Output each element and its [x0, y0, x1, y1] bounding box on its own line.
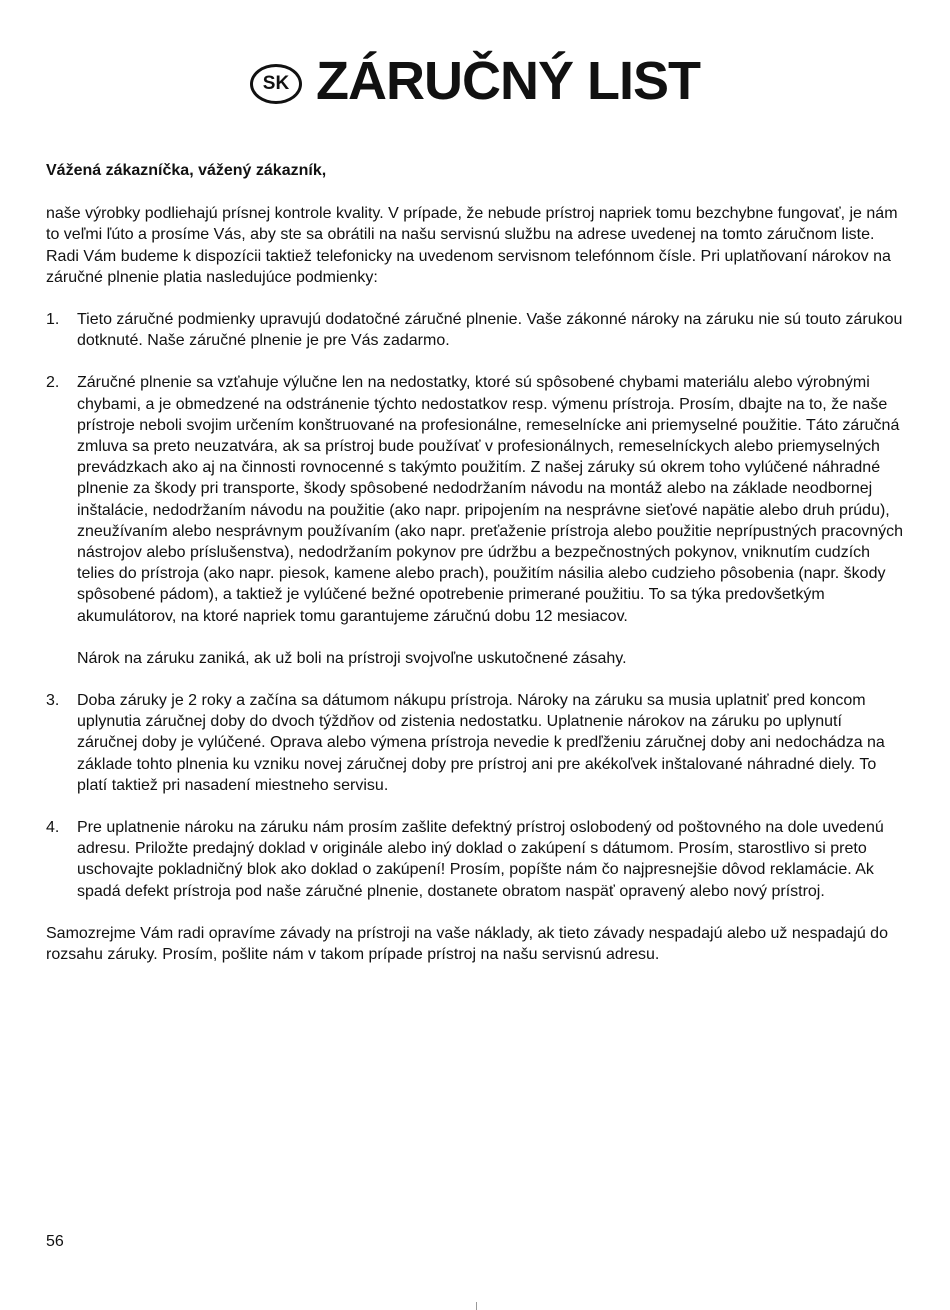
condition-text: Doba záruky je 2 roky a začína sa dátumom nákupu prístroja. Nároky na záruku sa musia uplatniť pred koncom uplynutia záručnej doby do dvoch týždňov od zistenia nedostatku. Uplatnenie nárokov na záruku po uplynutí záručnej doby je vylúčené. Oprava alebo výmena prístroja nevedie k predľženiu záručnej doby ani nedochádza na základe tohto plnenia ku vzniku novej záručnej doby pre prístroj ani pre akékoľvek inštalované náhradné diely. To platí taktiež pri nasadení miestneho servisu. [77, 692, 885, 794]
language-badge: SK [250, 64, 302, 104]
condition-body [77, 372, 906, 669]
condition-text: Nárok na záruku zaniká, ak už boli na prístroji svojvoľne uskutočnené zásahy. [77, 649, 627, 667]
condition-item-2 [46, 372, 906, 669]
condition-number: 1. [46, 311, 60, 329]
condition-number: 3. [46, 692, 60, 710]
condition-number: 4. [46, 819, 60, 837]
condition-text: Záručné plnenie sa vzťahuje výlučne len na nedostatky, ktoré sú spôsobené chybami materiálu alebo výrobnými chybami, a je obmedzené na odstránenie týchto nedostatkov resp. výmenu prístroja. Prosím, dbajte na to, že naše prístroje neboli svojim určením konštruované na profesionálne, remeselnícke ani priemyselné použitie. Táto záručná zmluva sa preto neuzatvára, ak sa prístroj bude používať v profesionálnych, remeselníckych alebo priemyselných prevádzkach ako aj na činnosti rovnocenné s takýmto použitím. Z našej záruky sú okrem toho vylúčené náhradné plnenie za škody pri transporte, škody spôsobené nedodržaním návodu na montáž alebo na základe neodbornej inštalácie, nedodržaním návodu na použitie (ako napr. pripojením na nesprávne sieťové napätie alebo druh prúdu), zneužívaním alebo nesprávnym používaním (ako napr. preťaženie prístroja alebo použitie neprípustných pracovných nástrojov alebo príslušenstva), nedodržaním pokynov pre údržbu a bezpečnostných pokynov, vniknutím cudzích telies do prístroja (ako napr. piesok, kamene alebo prach), použitím násilia alebo cudzieho pôsobenia (napr. škody spôsobené pádom), a taktiež je vylúčené bežné opotrebenie primerané použitiu. To sa týka predovšetkým akumulátorov, na ktoré napriek tomu garantujeme záručnú dobu 12 mesiacov. [77, 374, 904, 625]
document-body [46, 160, 906, 986]
intro-paragraph: naše výrobky podliehajú prísnej kontrole kvality. V prípade, že nebude prístroj napriek tomu bezchybne fungovať, je nám to veľmi ľúto a prosíme Vás, aby ste sa obrátili na našu servisnú službu na adrese uvedenej na tomto záručnom liste. Radi Vám budeme k dispozícii taktiež telefonicky na uvedenom servisnom telefónnom čísle. Pri uplatňovaní nárokov na záručné plnenie platia nasledujúce podmienky: [46, 205, 898, 286]
title-row [0, 50, 950, 112]
page-number: 56 [46, 1233, 64, 1250]
condition-text: Pre uplatnenie nároku na záruku nám prosím zašlite defektný prístroj oslobodený od poštovného na dole uvedenú adresu. Priložte predajný doklad v originále alebo iný doklad o zakúpení s dátumom. Prosím, starostlivo si preto uschovajte pokladničný blok ako doklad o zakúpení! Prosím, popíšte nám čo najpresnejšie dôvod reklamácie. Ak spadá defekt prístroja pod naše záručné plnenie, dostanete obratom naspäť opravený alebo nový prístroj. [77, 819, 884, 900]
crop-mark [476, 1302, 477, 1310]
condition-item-1 [46, 309, 906, 351]
condition-body [77, 817, 906, 902]
condition-body [77, 690, 906, 796]
condition-item-4 [46, 817, 906, 902]
page-title: ZÁRUČNÝ LIST [316, 51, 700, 111]
closing-paragraph: Samozrejme Vám radi opravíme závady na prístroji na vaše náklady, ak tieto závady nespadajú alebo už nespadajú do rozsahu záruky. Prosím, pošlite nám v takom prípade prístroj na našu servisnú adresu. [46, 924, 888, 964]
condition-text: Tieto záručné podmienky upravujú dodatočné záručné plnenie. Vaše zákonné nároky na záruku nie sú touto zárukou dotknuté. Naše záručné plnenie je pre Vás zadarmo. [77, 311, 903, 350]
condition-item-3 [46, 690, 906, 796]
condition-number: 2. [46, 374, 60, 392]
greeting: Vážená zákazníčka, vážený zákazník, [46, 162, 327, 179]
condition-body [77, 309, 906, 351]
